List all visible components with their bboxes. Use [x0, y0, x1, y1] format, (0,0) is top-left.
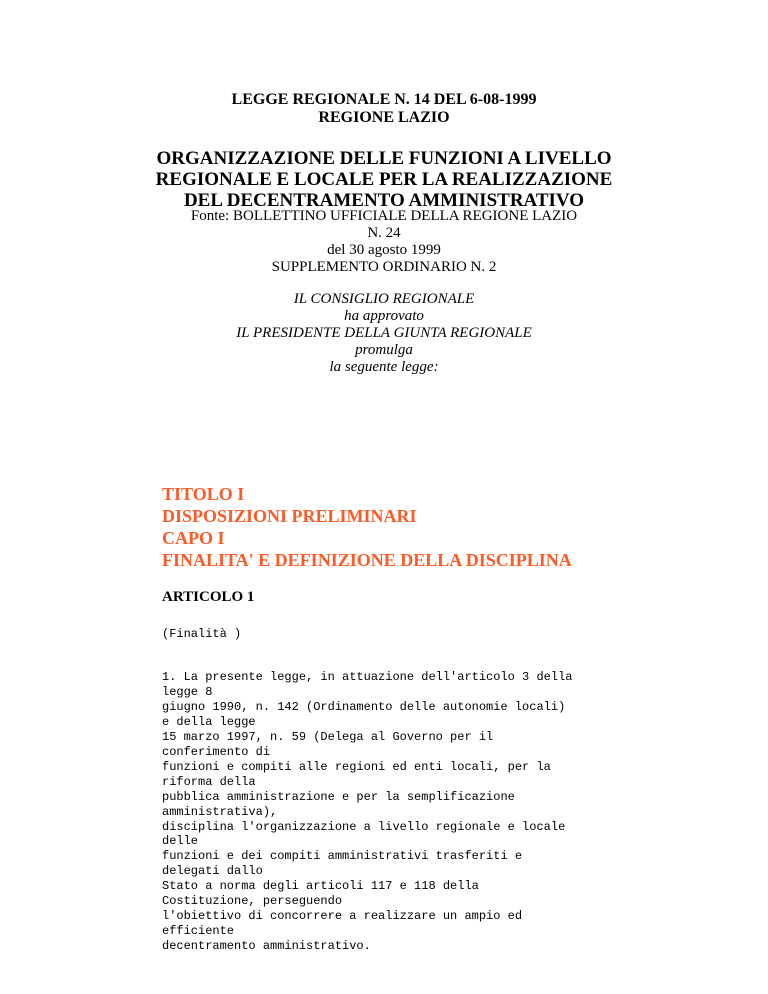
law-title	[0, 148, 768, 211]
article-body	[162, 670, 572, 954]
source-block	[0, 208, 768, 276]
article-body-line: disciplina l'organizzazione a livello regionale e locale	[162, 819, 566, 834]
capo-heading: CAPO I	[162, 528, 225, 548]
article-body-line: efficiente	[162, 924, 235, 939]
titolo-heading: TITOLO I	[162, 484, 245, 504]
titolo-name-heading: DISPOSIZIONI PRELIMINARI	[162, 506, 417, 526]
promulgation-block	[0, 291, 768, 376]
article-body-line: pubblica amministrazione e per la semplificazione	[162, 789, 515, 804]
article-body-line: funzioni e dei compiti amministrativi trasferiti e	[162, 849, 523, 864]
capo-name-heading: FINALITA' E DEFINIZIONE DELLA DISCIPLINA	[162, 550, 572, 570]
article-body-line: conferimento di	[162, 744, 271, 759]
promulgation-line: promulga	[355, 342, 413, 358]
article-body-line: delle	[162, 834, 199, 849]
law-title-line: ORGANIZZAZIONE DELLE FUNZIONI A LIVELLO	[156, 148, 612, 169]
article-body-line: Costituzione, perseguendo	[162, 894, 343, 909]
article-body-line: delegati dallo	[162, 864, 263, 879]
article-subtitle: (Finalità )	[162, 627, 242, 641]
law-title-line: REGIONALE E LOCALE PER LA REALIZZAZIONE	[155, 169, 613, 190]
article-body-line: e della legge	[162, 714, 256, 729]
article-body-line: l'obiettivo di concorrere a realizzare un ampio ed	[162, 909, 523, 924]
article-body-line: giugno 1990, n. 142 (Ordinamento delle autonomie locali)	[162, 699, 566, 714]
article-body-line: 1. La presente legge, in attuazione dell'articolo 3 della	[162, 670, 573, 684]
law-number: LEGGE REGIONALE N. 14 DEL 6-08-1999	[231, 91, 537, 108]
article-body-line: decentramento amministrativo.	[162, 939, 371, 954]
promulgation-line: ha approvato	[344, 308, 424, 324]
promulgation-line: la seguente legge:	[329, 359, 439, 375]
article-body-line: Stato a norma degli articoli 117 e 118 della	[162, 879, 479, 894]
source-line: Fonte: BOLLETTINO UFFICIALE DELLA REGIONE LAZIO	[190, 208, 578, 224]
source-line: N. 24	[367, 225, 401, 241]
source-line: del 30 agosto 1999	[327, 242, 441, 258]
article-body-line: 15 marzo 1997, n. 59 (Delega al Governo per il	[162, 729, 494, 744]
law-title-line: DEL DECENTRAMENTO AMMINISTRATIVO	[183, 190, 585, 211]
source-line: SUPPLEMENTO ORDINARIO N. 2	[271, 259, 497, 275]
article-heading: ARTICOLO 1	[162, 589, 255, 605]
region-name: REGIONE LAZIO	[318, 109, 450, 126]
promulgation-line: IL CONSIGLIO REGIONALE	[293, 291, 475, 307]
article-body-line: funzioni e compiti alle regioni ed enti locali, per la	[162, 759, 551, 774]
promulgation-line: IL PRESIDENTE DELLA GIUNTA REGIONALE	[236, 325, 532, 341]
article-body-line: amministrativa),	[162, 804, 278, 819]
article-body-line: riforma della	[162, 774, 256, 789]
article-body-line: legge 8	[162, 684, 213, 699]
law-header	[0, 91, 768, 127]
